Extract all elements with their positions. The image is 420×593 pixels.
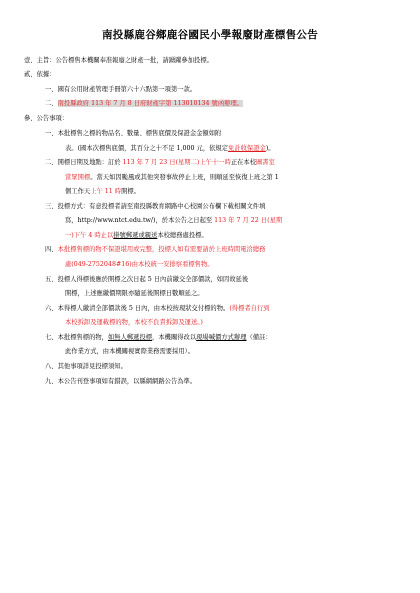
basis-item-2: [45, 100, 243, 108]
item-text: 投標方式：有意投標者請至南投縣教育網路中心校園公布欄下載相關文件填: [57, 203, 266, 210]
item-text: (得標者自行到: [229, 305, 270, 312]
item-text: 表。(國本次標售底價，其百分之十不足 1,000 元，依規定: [65, 145, 229, 152]
deposit-exempt-text: 免計收保證金: [228, 145, 266, 152]
item-text: 開標。: [121, 188, 140, 195]
item-number: 三、: [45, 203, 58, 210]
item-text: 寫，http://www.ntct.edu.tw/)，於本公告之日起至: [65, 217, 215, 224]
public-opening: 當眾開標: [65, 174, 91, 181]
notice-item-6: [45, 305, 270, 313]
notice-item-6-line-2: [65, 319, 203, 327]
item-text: 此作業方式，由本機關視實際業務需要採用）。: [65, 348, 195, 355]
item-text: 正在本校: [230, 159, 256, 166]
notice-item-8: [45, 363, 127, 371]
notice-item-2: [45, 159, 275, 167]
item-number: 五、: [45, 276, 58, 283]
item-text: 本得標人繳清全部價款後 5 日內，由本校按現狀交付標的物。: [57, 305, 230, 312]
item-text: 本批標售標的物，: [57, 334, 108, 341]
notice-item-5: [45, 276, 248, 284]
item-number: 四、: [45, 246, 58, 253]
section-text: 公告標售本機關奉准報廢之財產一批，請踴躍參加投標。: [55, 57, 213, 64]
delivery-method: 掛號郵遞或親送: [113, 232, 158, 239]
notice-item-5-line-2: [65, 290, 204, 298]
bid-deadline: 113 年 7 月 22 日(星期: [214, 217, 283, 224]
item-number: 一、: [45, 130, 58, 137]
item-text: 南投縣政府 113 年 7 月 8 日府財產字第 113010134 號函辦理。: [57, 100, 244, 107]
notice-item-3-line-3: [65, 232, 208, 240]
item-text: 開標日期及地點：訂於: [57, 159, 123, 166]
item-number: 七、: [45, 334, 58, 341]
item-text: 開標，上述應繳價期限亦隨延後開標日數順延之。: [65, 290, 204, 297]
notice-item-3-line-2: [65, 217, 282, 225]
opening-time: 上午 11 時: [90, 188, 122, 195]
section-subject: [24, 57, 213, 65]
item-text: 本批標售標的物不保證堪用或完整，投標人如有需要請於上班時間電洽總務: [57, 246, 266, 253]
section-heading: 主旨：: [36, 57, 56, 64]
item-text: 如無人郵遞投標: [107, 334, 153, 341]
notice-item-4: [45, 246, 265, 254]
item-text: 處(049-2752048#16)由本校統一安排察看標售物。: [65, 261, 214, 268]
section-basis: [24, 71, 55, 79]
item-number: 二、: [45, 159, 58, 166]
item-number: 九、: [45, 378, 58, 385]
notice-item-2-line-3: [65, 188, 140, 196]
notice-item-2-line-2: [65, 174, 279, 182]
section-number: 貳、: [24, 71, 37, 78]
item-text: 本校拆卸及運載標的物，本校不負責拆卸及運送。): [65, 319, 203, 326]
notice-item-4-line-2: [65, 261, 214, 269]
item-text: 個工作天: [65, 188, 91, 195]
item-number: 一、: [45, 86, 58, 93]
notice-item-9: [45, 378, 196, 386]
item-text: 本校總務處投標。: [157, 232, 208, 239]
item-text: ，本機關得改以: [152, 334, 197, 341]
opening-location: 圖書室: [256, 159, 275, 166]
basis-item-1: [45, 86, 196, 94]
item-number: 八、: [45, 363, 58, 370]
opening-date: 113 年 7 月 23 日(星期二)上午十一時: [122, 159, 231, 166]
item-text: 本公告刊登事項如有錯誤，以縣網網路公告為準。: [57, 378, 197, 385]
notice-item-7-line-2: [65, 348, 194, 356]
notice-item-1: [45, 130, 221, 138]
item-text: 投標人得標後應於開標之次日起 5 日內前繳交全部價款，如因故延後: [57, 276, 249, 283]
item-text: 國有公用財產管理手冊第六十六點第一項第一款。: [57, 86, 197, 93]
item-text: （備註：: [246, 334, 272, 341]
section-heading: 公告事項：: [36, 115, 69, 122]
item-text: 。當天如因颱風或其他突發事故停止上班，則順延至恢復上班之第 1: [90, 174, 279, 181]
item-text: 現場喊價方式辦理: [196, 334, 247, 341]
notice-item-3: [45, 203, 265, 211]
notice-item-7: [45, 334, 272, 342]
notice-item-1-line-2: [65, 145, 275, 153]
item-number: 六、: [45, 305, 58, 312]
section-notices: [24, 115, 68, 123]
item-number: 二、: [45, 100, 58, 107]
page-title: 南投縣鹿谷鄉鹿谷國民小學報廢財產標售公告: [102, 29, 318, 41]
item-text: )。: [265, 145, 275, 152]
item-text: 本批標售之標的物品名、數量、標售底價及保證金金額如附: [57, 130, 222, 137]
section-number: 參、: [24, 115, 37, 122]
section-heading: 依據：: [36, 71, 56, 78]
item-text: 其他事項詳見投標須知。: [57, 363, 127, 370]
section-number: 壹、: [24, 57, 37, 64]
bid-deadline-time: 一)下午 4 時止以: [65, 232, 114, 239]
